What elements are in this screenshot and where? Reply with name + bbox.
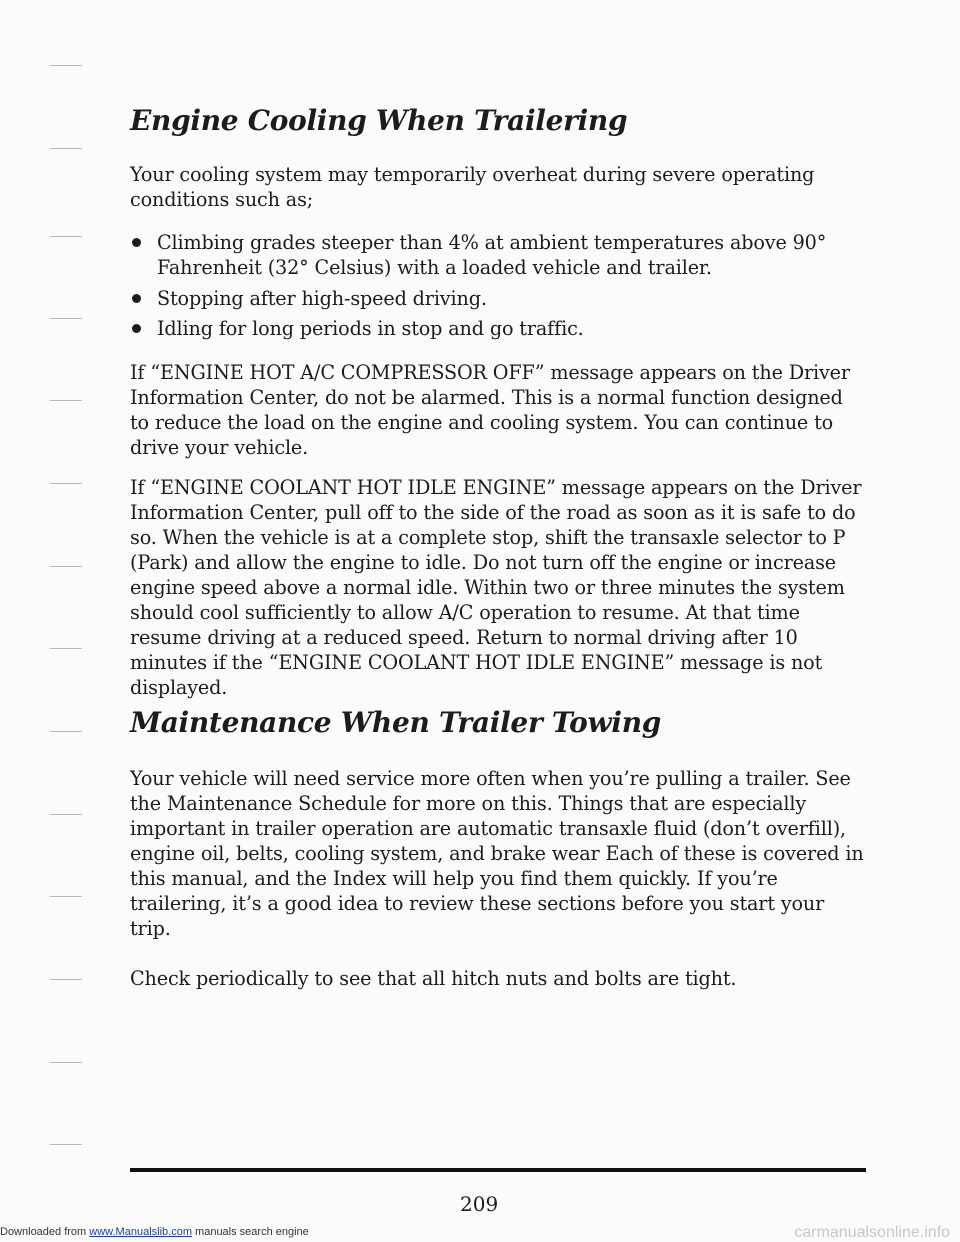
margin-mark xyxy=(50,566,82,567)
margin-mark xyxy=(50,814,82,815)
margin-mark xyxy=(50,1144,82,1145)
paragraph-hitch-check: Check periodically to see that all hitch nuts and bolts are tight. xyxy=(130,967,737,990)
margin-mark xyxy=(50,648,82,649)
margin-mark xyxy=(50,483,82,484)
bullet-icon xyxy=(130,316,146,333)
margin-tick-marks xyxy=(50,0,90,1242)
footer-prefix: Downloaded from xyxy=(0,1226,90,1238)
intro-paragraph: Your cooling system may temporarily overheat during severe operating conditions such as; xyxy=(130,163,815,211)
margin-mark xyxy=(50,236,82,237)
list-item xyxy=(130,316,865,341)
margin-mark xyxy=(50,896,82,897)
list-item-text: Climbing grades steeper than 4% at ambient temperatures above 90° Fahrenheit (32° Celsius) with a loaded vehicle and trailer. xyxy=(157,231,827,279)
paragraph-engine-hot: If “ENGINE HOT A/C COMPRESSOR OFF” message appears on the Driver Information Center, do not be alarmed. This is a normal function designed to reduce the load on the engine and cooling system. You can continue to drive your vehicle. xyxy=(130,361,850,459)
section-heading-engine-cooling: Engine Cooling When Trailering xyxy=(130,104,628,137)
list-item xyxy=(130,286,865,311)
footer-suffix: manuals search engine xyxy=(191,1226,309,1238)
manualslib-link[interactable]: www.Manualslib.com xyxy=(89,1226,192,1238)
footer-rule xyxy=(130,1168,866,1172)
margin-mark xyxy=(50,400,82,401)
list-item xyxy=(130,230,865,280)
paragraph-coolant-hot: If “ENGINE COOLANT HOT IDLE ENGINE” message appears on the Driver Information Center, pull off to the side of the road as soon as it is safe to do so. When the vehicle is at a complete stop, shift the transaxle selector to P (Park) and allow the engine to idle. Do not turn off the engine or increase engine speed above a normal idle. Within two or three minutes the system should cool sufficiently to allow A/C operation to resume. At that time resume driving at a reduced speed. Return to normal driving after 10 minutes if the “ENGINE COOLANT HOT IDLE ENGINE” message is not displayed. xyxy=(130,476,862,699)
margin-mark xyxy=(50,318,82,319)
paragraph-maintenance: Your vehicle will need service more often when you’re pulling a trailer. See the Maintenance Schedule for more on this. Things that are especially important in trailer operation are automatic transaxle fluid (don’t overfill), engine oil, belts, cooling system, and brake wear Each of these is covered in this manual, and the Index will help you find them quickly. If you’re trailering, it’s a good idea to review these sections before you start your trip. xyxy=(130,767,864,940)
watermark: carmanualsonline.info xyxy=(794,1224,950,1241)
margin-mark xyxy=(50,1062,82,1063)
margin-mark xyxy=(50,148,82,149)
download-footer xyxy=(0,1226,309,1238)
section-heading-maintenance: Maintenance When Trailer Towing xyxy=(130,706,662,739)
page-number: 209 xyxy=(460,1192,499,1216)
margin-mark xyxy=(50,731,82,732)
list-item-text: Stopping after high-speed driving. xyxy=(157,287,487,310)
list-item-text: Idling for long periods in stop and go traffic. xyxy=(157,317,584,340)
bullet-icon xyxy=(130,286,146,303)
margin-mark xyxy=(50,979,82,980)
bullet-icon xyxy=(130,230,146,247)
margin-mark xyxy=(50,65,82,66)
